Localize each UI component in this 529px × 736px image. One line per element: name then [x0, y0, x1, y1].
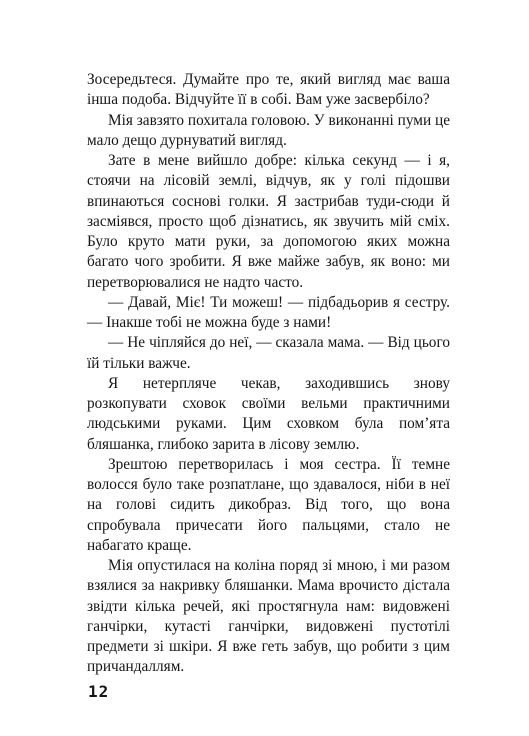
paragraph-8: Мія опустилася на коліна поряд зі мною, і ми разом взялися за накривку бляшанки. Мама врочисто дістала звідти кілька речей, які простягнула нам: видовжені ганчірки, кутасті ганчірки, видовжені пустотілі предмети зі шкіри. Я вже геть забув, що робити з цим причандаллям. — [87, 557, 450, 676]
paragraph-2: Мія завзято похитала головою. У виконанні пуми це мало дещо дурнуватий вигляд. — [87, 111, 450, 149]
paragraph-4: — Давай, Міє! Ти можеш! — підбадьорив я сестру. — Інакше тобі не можна буде з нами! — [87, 293, 450, 331]
page-number: 12 — [88, 682, 110, 701]
paragraph-3: Зате в мене вийшло добре: кілька секунд — і я, стоячи на лісовій землі, відчув, як у голі підошви впинаються соснові голки. Я застрибав туди-сюди й засміявся, просто щоб дізнатись, як звучить мій сміх. Було круто мати руки, за допомогою яких можна багато чого зробити. Я вже майже забув, як воно: ми перетворювалися не надто часто. — [87, 152, 450, 291]
body-text — [87, 70, 450, 678]
paragraph-7: Зрештою перетворилась і моя сестра. Її темне волосся було таке розпатлане, що здавалося, ніби в неї на голові сидить дикобраз. Від того, що вона спробувала причесати його пальцями, стало не набагато краще. — [87, 455, 450, 554]
paragraph-6: Я нетерпляче чекав, заходившись знову розкопувати сховок своїми вельми практичними людськими руками. Цим сховком була пом’ята бляшанка, глибоко зарита в лісову землю. — [87, 374, 450, 453]
paragraph-1: Зосередьтеся. Думайте про те, який вигляд має ваша інша подоба. Відчуйте її в собі. Вам уже засвербіло? — [87, 71, 450, 109]
paragraph-5: — Не чіпляйся до неї, — сказала мама. — Від цього їй тільки важче. — [87, 334, 450, 372]
